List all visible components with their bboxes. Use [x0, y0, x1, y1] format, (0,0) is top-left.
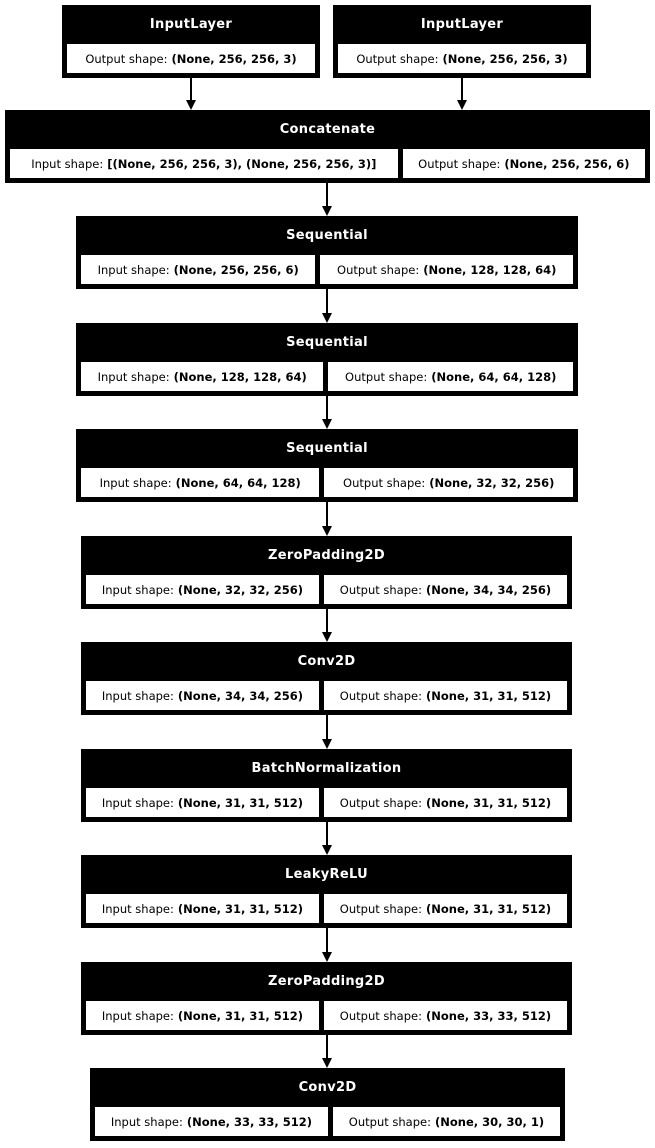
connector-arrow: [326, 928, 328, 952]
layer-node-concatenate: [5, 110, 650, 183]
layer-type-label: BatchNormalization: [251, 760, 402, 776]
output-shape-cell: Output shape: (None, 256, 256, 6): [402, 148, 646, 179]
input-shape-cell: Input shape: (None, 31, 31, 512): [85, 1000, 320, 1031]
connector-arrow: [326, 822, 328, 845]
output-shape-cell: Output shape: (None, 33, 33, 512): [323, 1000, 568, 1031]
layer-node-batchnormalization: [81, 749, 572, 822]
layer-node-inputlayer-1: [62, 5, 320, 78]
layer-node-leakyrelu: [81, 855, 572, 928]
layer-node-inputlayer-2: [333, 5, 591, 78]
output-shape-cell: Output shape: (None, 34, 34, 256): [323, 574, 568, 605]
connector-arrow: [326, 715, 328, 739]
layer-node-zeropadding2d-2: [81, 962, 572, 1035]
layer-node-conv2d-1: [81, 642, 572, 715]
layer-type-label: ZeroPadding2D: [268, 547, 385, 563]
output-shape-cell: Output shape: (None, 31, 31, 512): [323, 787, 568, 818]
output-shape-cell: Output shape: (None, 31, 31, 512): [323, 893, 568, 924]
input-shape-cell: Input shape: (None, 64, 64, 128): [80, 467, 320, 498]
connector-arrow: [461, 78, 463, 100]
output-shape-cell: Output shape: (None, 32, 32, 256): [323, 467, 574, 498]
output-shape-cell: Output shape: (None, 64, 64, 128): [327, 361, 574, 392]
connector-arrow: [326, 289, 328, 313]
input-shape-cell: Input shape: (None, 31, 31, 512): [85, 893, 320, 924]
layer-type-label: Sequential: [286, 334, 368, 350]
layer-node-sequential-1: [76, 216, 578, 289]
layer-type-label: Concatenate: [279, 121, 376, 137]
layer-type-label: LeakyReLU: [285, 866, 368, 882]
output-shape-cell: Output shape: (None, 30, 30, 1): [332, 1106, 561, 1137]
layer-type-label: Sequential: [286, 440, 368, 456]
input-shape-cell: Input shape: [(None, 256, 256, 3), (None, 256, 256, 3)]: [9, 148, 399, 179]
input-shape-cell: Input shape: (None, 32, 32, 256): [85, 574, 320, 605]
layer-node-zeropadding2d-1: [81, 536, 572, 609]
layer-node-sequential-2: [76, 323, 578, 396]
connector-arrow: [326, 609, 328, 632]
input-shape-cell: Input shape: (None, 128, 128, 64): [80, 361, 324, 392]
layer-type-label: Sequential: [286, 227, 368, 243]
layer-type-label: Conv2D: [298, 1079, 357, 1095]
layer-type-label: InputLayer: [420, 16, 504, 32]
connector-arrow: [190, 78, 192, 100]
connector-arrow: [326, 502, 328, 526]
layer-node-sequential-3: [76, 429, 578, 502]
connector-arrow: [326, 1035, 328, 1058]
output-shape-cell: Output shape: (None, 31, 31, 512): [323, 680, 568, 711]
layer-node-conv2d-2: [90, 1068, 565, 1141]
input-shape-cell: Input shape: (None, 34, 34, 256): [85, 680, 320, 711]
input-shape-cell: Input shape: (None, 31, 31, 512): [85, 787, 320, 818]
output-shape-cell: Output shape: (None, 128, 128, 64): [319, 254, 574, 285]
input-shape-cell: Input shape: (None, 256, 256, 6): [80, 254, 316, 285]
layer-type-label: InputLayer: [149, 16, 233, 32]
input-shape-cell: Input shape: (None, 33, 33, 512): [94, 1106, 329, 1137]
output-shape-cell: Output shape: (None, 256, 256, 3): [66, 43, 316, 74]
connector-arrow: [326, 396, 328, 419]
output-shape-cell: Output shape: (None, 256, 256, 3): [337, 43, 587, 74]
connector-arrow: [326, 183, 328, 206]
layer-type-label: Conv2D: [297, 653, 356, 669]
layer-type-label: ZeroPadding2D: [268, 973, 385, 989]
